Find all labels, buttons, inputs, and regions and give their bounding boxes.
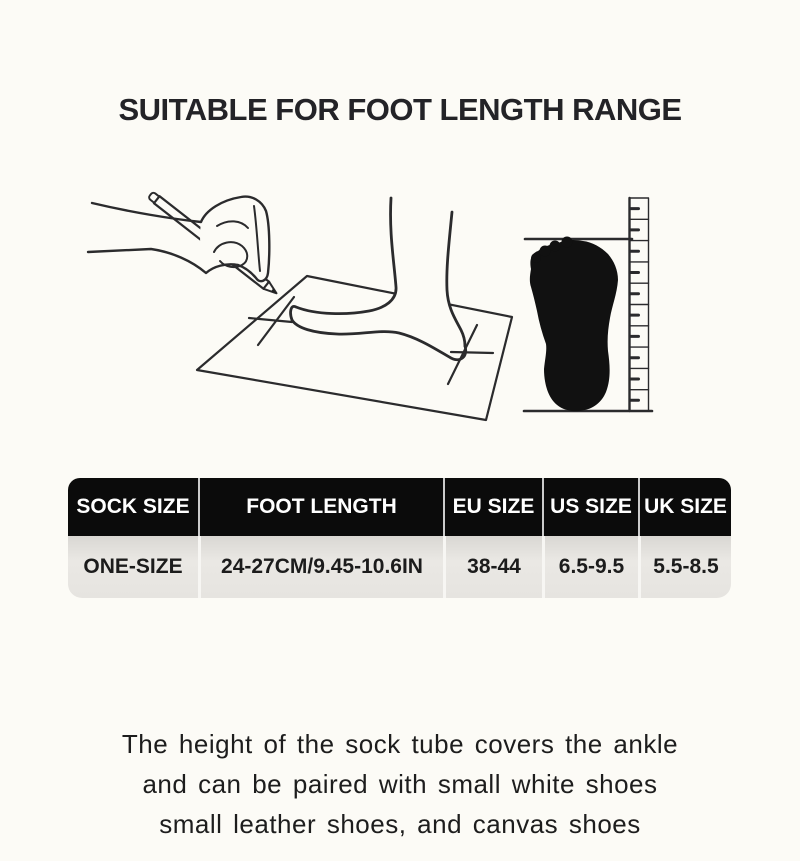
page-title: SUITABLE FOR FOOT LENGTH RANGE xyxy=(118,92,682,127)
cell-eu-size-value: 38-44 xyxy=(443,536,542,598)
cell-us-size-value: 6.5-9.5 xyxy=(542,536,638,598)
foot-tracing-illustration xyxy=(88,191,512,420)
header-cell-us-size: US SIZE xyxy=(542,478,638,536)
header-cell-uk-size: UK SIZE xyxy=(638,478,731,536)
description-line-3: small leather shoes, and canvas shoes xyxy=(159,809,641,839)
ruler-drawing xyxy=(630,198,649,411)
header-cell-foot-length: FOOT LENGTH xyxy=(198,478,443,536)
cell-uk-size-value: 5.5-8.5 xyxy=(638,536,731,598)
description-line-1: The height of the sock tube covers the ankle xyxy=(121,729,679,759)
footprint-silhouette xyxy=(530,237,618,412)
size-guide-illustration xyxy=(0,163,800,443)
header-cell-eu-size: EU SIZE xyxy=(443,478,542,536)
header-cell-sock-size: SOCK SIZE xyxy=(76,495,190,518)
size-chart-table xyxy=(68,478,731,598)
size-chart-data-row xyxy=(68,536,731,598)
cell-foot-length-value: 24-27CM/9.45-10.6IN xyxy=(198,536,443,598)
product-description xyxy=(0,724,800,844)
cell-sock-size-value: ONE-SIZE xyxy=(83,555,183,578)
description-line-2: and can be paired with small white shoes xyxy=(142,769,658,799)
size-chart-header-row xyxy=(68,478,731,536)
footprint-ruler-illustration xyxy=(524,198,652,411)
